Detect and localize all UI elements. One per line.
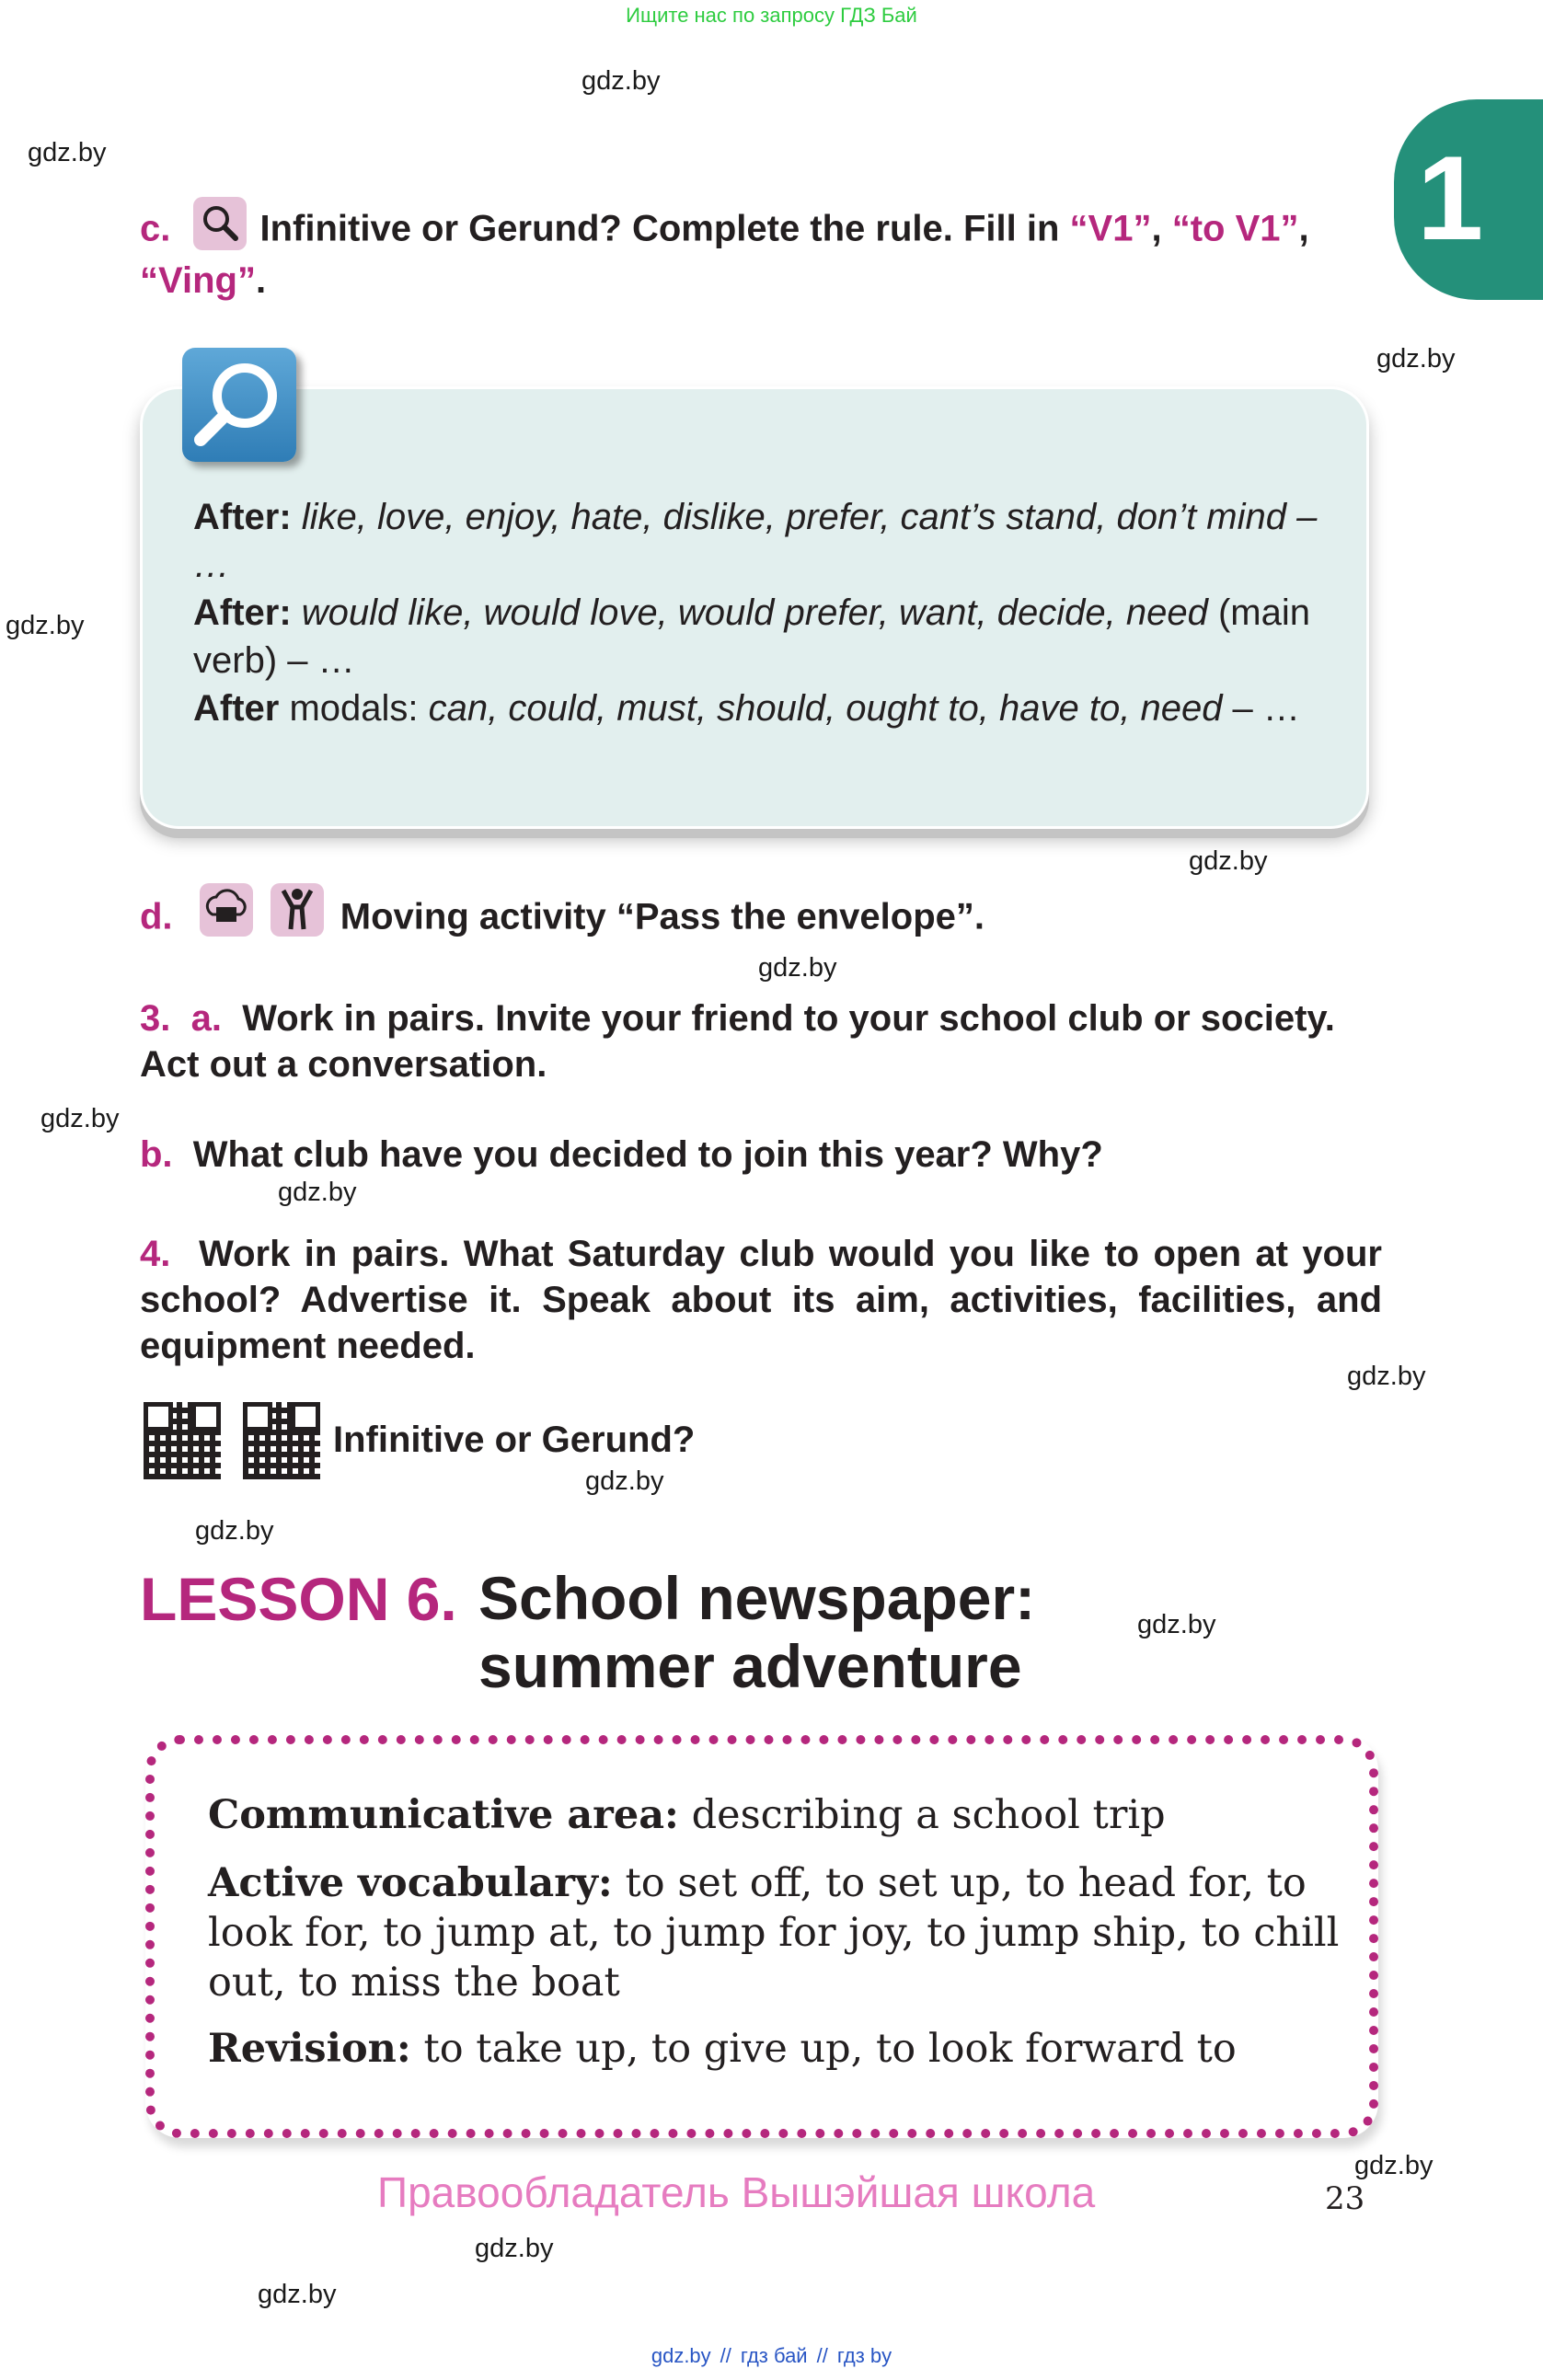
rule-label: After: (193, 497, 292, 537)
qr-caption: Infinitive or Gerund? (333, 1420, 696, 1460)
task-3-number: 3. (140, 998, 171, 1039)
rule-line-1 (193, 493, 1343, 589)
ving-label: “Ving” (140, 260, 256, 301)
rule-verbs: can, could, must, should, ought to, have to, need (428, 688, 1223, 729)
communicative-area-text: describing a school trip (678, 1792, 1166, 1838)
watermark: gdz.by (1189, 846, 1268, 876)
separator: // (816, 2344, 828, 2367)
watermark: gdz.by (195, 1516, 274, 1546)
cloud-folder-icon (200, 883, 253, 937)
footer-link[interactable]: gdz.by (651, 2344, 711, 2367)
qr-code[interactable] (243, 1402, 320, 1479)
task-3b (140, 1132, 1382, 1178)
task-3a (140, 995, 1382, 1087)
task-3b-text: What club have you decided to join this year? Why? (192, 1134, 1103, 1175)
watermark: gdz.by (28, 138, 107, 167)
rule-blank: – … (1222, 688, 1300, 729)
task-4-number: 4. (140, 1234, 171, 1274)
page-number: 23 (1325, 2180, 1365, 2217)
watermark: gdz.by (40, 1104, 120, 1133)
active-vocabulary-text: to set off, to set up, to head for, to look for, to jump at, to jump for joy, to jump ship, to chill out, to miss the boat (208, 1860, 1340, 2006)
footer-link[interactable]: гдз бай (740, 2344, 808, 2367)
watermark: gdz.by (585, 1466, 664, 1496)
revision-label: Revision: (208, 2026, 411, 2072)
task-3a-text: Work in pairs. Invite your friend to your school club or society. Act out a conversation. (140, 998, 1335, 1085)
top-banner[interactable]: Ищите нас по запросу ГДЗ Бай (626, 4, 917, 27)
lesson-number: LESSON 6. (140, 1565, 457, 1633)
footer-links (0, 2344, 1543, 2368)
comma: , (1298, 208, 1309, 249)
unit-number: 1 (1417, 131, 1484, 265)
task-d (140, 892, 1382, 946)
watermark: gdz.by (1137, 1610, 1216, 1639)
watermark: gdz.by (258, 2280, 337, 2309)
v1-label: “V1” (1069, 208, 1152, 249)
watermark: gdz.by (1354, 2151, 1434, 2180)
qr-code[interactable] (144, 1402, 221, 1479)
rule-line-2 (193, 589, 1343, 684)
watermark: gdz.by (1376, 344, 1456, 374)
task-c-text: Infinitive or Gerund? Complete the rule. Fill in (259, 208, 1070, 249)
watermark: gdz.by (475, 2234, 554, 2263)
comma: , (1151, 208, 1172, 249)
search-icon (182, 348, 296, 462)
watermark: gdz.by (6, 611, 85, 640)
footer-link[interactable]: гдз by (836, 2344, 892, 2367)
revision-text: to take up, to give up, to look forward to (410, 2026, 1237, 2072)
watermark: gdz.by (582, 66, 661, 96)
task-3b-letter: b. (140, 1134, 173, 1175)
task-3a-letter: a. (190, 998, 222, 1039)
watermark: gdz.by (758, 953, 837, 983)
copyright-owner: Правообладатель Вышэйшая школа (377, 2168, 1096, 2216)
task-4 (140, 1231, 1382, 1369)
rule-note: modals: (279, 688, 429, 729)
task-c (140, 204, 1382, 304)
to-v1-label: “to V1” (1171, 208, 1299, 249)
rule-verbs: like, love, enjoy, hate, dislike, prefer, cant’s stand, don’t mind – … (193, 497, 1318, 585)
lesson-title (478, 1564, 1035, 1700)
lesson-title-line2: summer adventure (478, 1632, 1022, 1700)
revision (208, 2024, 1349, 2074)
rule-note: (main verb) – … (193, 592, 1310, 681)
communicative-area (208, 1790, 1349, 1840)
watermark: gdz.by (1347, 1362, 1426, 1391)
task-d-letter: d. (140, 896, 173, 937)
rule-text (193, 493, 1343, 732)
active-vocabulary (208, 1858, 1349, 2007)
rule-label: After (193, 688, 280, 729)
communicative-area-label: Communicative area: (208, 1792, 679, 1838)
task-d-text: Moving activity “Pass the envelope”. (340, 896, 985, 937)
magnifier-icon (193, 197, 247, 250)
watermark: gdz.by (278, 1178, 357, 1207)
rule-verbs: would like, would love, would prefer, want, decide, need (291, 592, 1208, 633)
task-c-letter: c. (140, 208, 171, 249)
period: . (255, 260, 267, 301)
rule-label: After: (193, 592, 292, 633)
separator: // (720, 2344, 731, 2367)
task-4-text: Work in pairs. What Saturday club would you like to open at your school? Advertise it. Speak about its aim, activities, facilities, and equipment needed. (140, 1234, 1382, 1366)
rule-line-3 (193, 684, 1343, 732)
lesson-title-line1: School newspaper: (478, 1564, 1036, 1632)
person-activity-icon (271, 883, 324, 937)
active-vocabulary-label: Active vocabulary: (208, 1860, 613, 1906)
